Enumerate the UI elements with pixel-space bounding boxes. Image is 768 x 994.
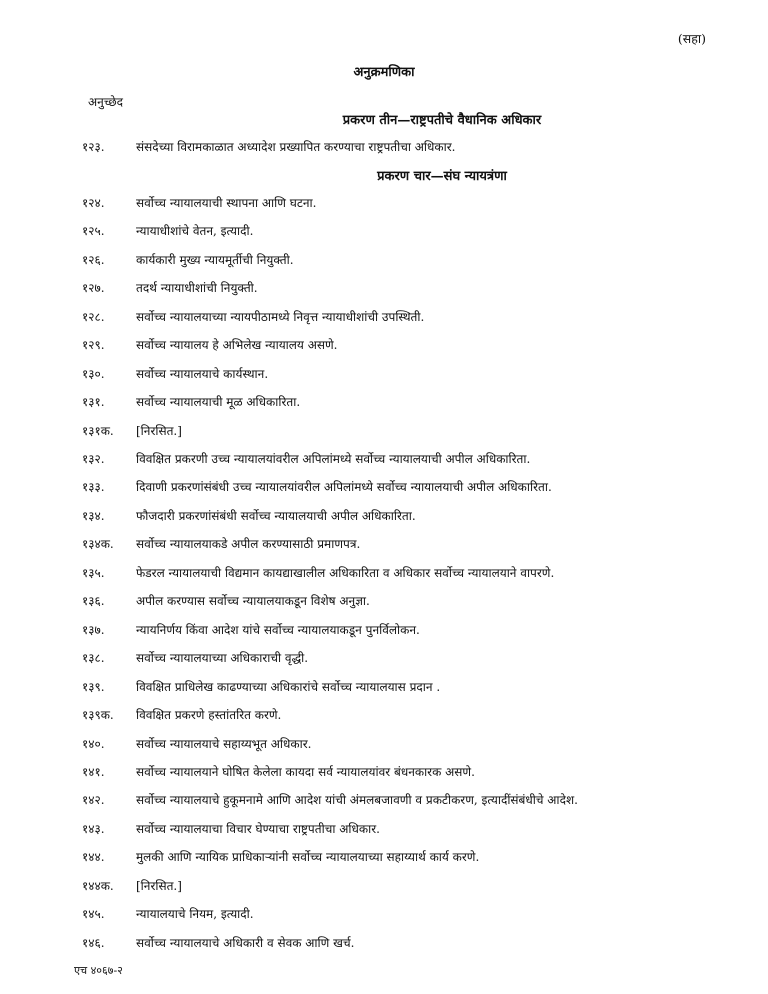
article-title: सर्वोच्च न्यायालयाचे कार्यस्थान. — [136, 367, 269, 381]
article-number: १३९. — [82, 680, 105, 694]
article-number: १४०. — [82, 737, 105, 751]
article-title: न्यायनिर्णय किंवा आदेश यांचे सर्वोच्च न्यायालयाकडून पुनर्विलोकन. — [136, 623, 420, 637]
article-title: [निरसित.] — [136, 879, 182, 893]
article-title: मुलकी आणि न्यायिक प्राधिकाऱ्यांनी सर्वोच्च न्यायालयाच्या सहाय्यार्थ कार्य करणे. — [136, 850, 480, 864]
article-number: १४३. — [82, 822, 105, 836]
article-number: १४४क. — [82, 879, 114, 893]
article-title: सर्वोच्च न्यायालयाच्या अधिकाराची वृद्धी. — [136, 651, 309, 665]
article-title: सर्वोच्च न्यायालयाने घोषित केलेला कायदा सर्व न्यायालयांवर बंधनकारक असणे. — [136, 765, 475, 779]
article-title: फौजदारी प्रकरणांसंबंधी सर्वोच्च न्यायालयाची अपील अधिकारिता. — [136, 509, 416, 523]
article-number: १३९क. — [82, 708, 114, 722]
article-number: १३४. — [82, 509, 105, 523]
article-number: १२६. — [82, 253, 105, 267]
article-title: सर्वोच्च न्यायालयाची स्थापना आणि घटना. — [136, 196, 317, 210]
article-number: १२९. — [82, 338, 105, 352]
article-title: न्यायालयाचे नियम, इत्यादी. — [136, 907, 254, 921]
article-title: [निरसित.] — [136, 424, 182, 438]
article-number: १४५. — [82, 907, 105, 921]
article-number: १३०. — [82, 367, 105, 381]
article-title: विवक्षित प्रकरणे हस्तांतरित करणे. — [136, 708, 282, 722]
article-number: १३६. — [82, 594, 105, 608]
article-title: तदर्थ न्यायाधीशांची नियुक्ती. — [136, 281, 258, 295]
article-number: १२३. — [82, 140, 105, 154]
article-title: न्यायाधीशांचे वेतन, इत्यादी. — [136, 224, 254, 238]
article-title: कार्यकारी मुख्य न्यायमूर्तीची नियुक्ती. — [136, 253, 294, 267]
article-number: १४१. — [82, 765, 105, 779]
article-title: विवक्षित प्राधिलेख काढण्याच्या अधिकारांचे सर्वोच्च न्यायालयास प्रदान . — [136, 680, 441, 694]
article-number: १२७. — [82, 281, 105, 295]
article-title: सर्वोच्च न्यायालयाचे हुकूमनामे आणि आदेश यांची अंमलबजावणी व प्रकटीकरण, इत्यादींसंबंधीचे आदेश. — [136, 793, 578, 807]
article-number: १३८. — [82, 651, 105, 665]
article-title: संसदेच्या विरामकाळात अध्यादेश प्रख्यापित करण्याचा राष्ट्रपतीचा अधिकार. — [136, 140, 456, 154]
article-title: दिवाणी प्रकरणांसंबंधी उच्च न्यायालयांवरील अपिलांमध्ये सर्वोच्च न्यायालयाची अपील अधिकारिता. — [136, 480, 552, 494]
chapter-heading: प्रकरण तीन—राष्ट्रपतीचे वैधानिक अधिकार — [342, 113, 542, 128]
article-number: १४६. — [82, 936, 105, 950]
article-title: सर्वोच्च न्यायालय हे अभिलेख न्यायालय असणे. — [136, 338, 338, 352]
article-title: सर्वोच्च न्यायालयाचा विचार घेण्याचा राष्ट्रपतीचा अधिकार. — [136, 822, 380, 836]
page-footer: एच ४०६७-२ — [74, 964, 123, 977]
article-number: १४२. — [82, 793, 105, 807]
article-number: १३२. — [82, 452, 105, 466]
article-title: सर्वोच्च न्यायालयाच्या न्यायपीठामध्ये निवृत्त न्यायाधीशांची उपस्थिती. — [136, 310, 425, 324]
article-title: सर्वोच्च न्यायालयाकडे अपील करण्यासाठी प्रमाणपत्र. — [136, 537, 361, 551]
article-number: १३१. — [82, 395, 105, 409]
page-title: अनुक्रमणिका — [353, 65, 415, 80]
article-title: सर्वोच्च न्यायालयाचे अधिकारी व सेवक आणि खर्च. — [136, 936, 355, 950]
article-title: फेडरल न्यायालयाची विद्यमान कायद्याखालील अधिकारिता व अधिकार सर्वोच्च न्यायालयाने वापरणे. — [136, 566, 555, 580]
article-title: अपील करण्यास सर्वोच्च न्यायालयाकडून विशेष अनुज्ञा. — [136, 594, 370, 608]
article-title: विवक्षित प्रकरणी उच्च न्यायालयांवरील अपिलांमध्ये सर्वोच्च न्यायालयाची अपील अधिकारिता. — [136, 452, 531, 466]
article-number: १३४क. — [82, 537, 114, 551]
page-number: (सहा) — [677, 31, 706, 46]
article-number: १४४. — [82, 850, 105, 864]
article-title: सर्वोच्च न्यायालयाचे सहाय्यभूत अधिकार. — [136, 737, 312, 751]
column-heading: अनुच्छेद — [88, 95, 124, 109]
chapter-heading: प्रकरण चार—संघ न्यायत्रंणा — [377, 169, 507, 184]
article-number: १२५. — [82, 224, 105, 238]
article-title: सर्वोच्च न्यायालयाची मूळ अधिकारिता. — [136, 395, 301, 409]
article-number: १३५. — [82, 566, 105, 580]
article-number: १३१क. — [82, 424, 114, 438]
article-number: १३३. — [82, 480, 105, 494]
article-number: १२४. — [82, 196, 105, 210]
article-number: १२८. — [82, 310, 105, 324]
article-number: १३७. — [82, 623, 105, 637]
